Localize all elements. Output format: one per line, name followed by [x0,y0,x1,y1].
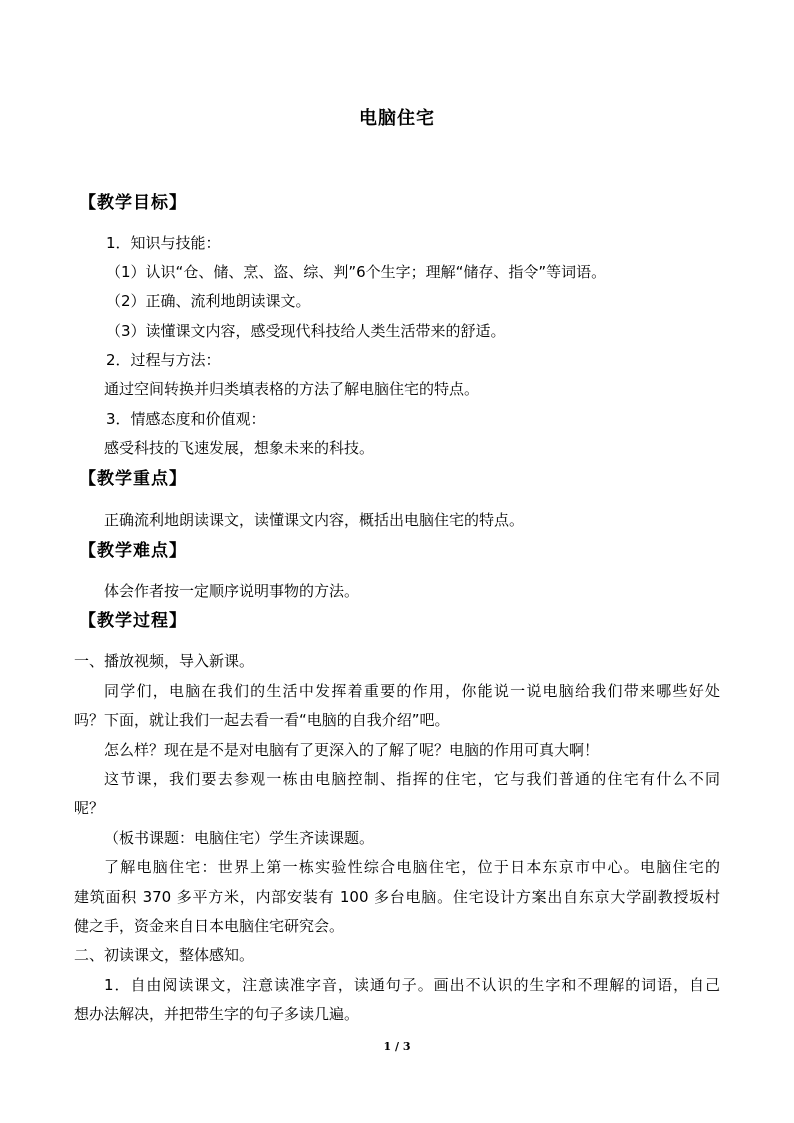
difficulties-line: 体会作者按一定顺序说明事物的方法。 [104,582,360,600]
objectives-line: 3．情感态度和价值观： [106,410,266,428]
heading-difficulties: 【教学难点】 [79,541,187,561]
objectives-line: （3）读懂课文内容，感受现代科技给人类生活带来的舒适。 [106,322,506,340]
process-line: 想办法解决，并把带生字的句子多读几遍。 [74,1005,360,1023]
objectives-line: 感受科技的飞速发展，想象未来的科技。 [104,439,375,457]
process-line: 呢？ [74,799,105,817]
process-line: 吗？下面，就让我们一起去看一看“电脑的自我介绍”吧。 [74,711,450,729]
objectives-line: 通过空间转换并归类填表格的方法了解电脑住宅的特点。 [104,380,480,398]
process-line: 一、播放视频，导入新课。 [74,652,255,670]
heading-objectives: 【教学目标】 [79,193,187,213]
document-title: 电脑住宅 [359,108,435,129]
process-line: 1．自由阅读课文，注意读准字音，读通句子。画出不认识的生字和不理解的词语，自己 [104,976,720,994]
process-line: 同学们，电脑在我们的生活中发挥着重要的作用，你能说一说电脑给我们带来哪些好处 [104,682,720,700]
process-line: 怎么样？现在是不是对电脑有了更深入的了解了呢？电脑的作用可真大啊！ [104,741,600,759]
objectives-line: 1．知识与技能： [106,234,221,252]
process-line: 健之手，资金来自日本电脑住宅研究会。 [74,917,345,935]
objectives-line: （1）认识“仓、储、烹、盗、综、判”6个生字；理解“储存、指令”等词语。 [106,263,607,281]
objectives-line: 2．过程与方法： [106,351,221,369]
process-line: 这节课，我们要去参观一栋由电脑控制、指挥的住宅，它与我们普通的住宅有什么不同 [104,770,720,788]
objectives-line: （2）正确、流利地朗读课文。 [106,292,311,310]
page-number: 1 / 3 [383,1040,411,1053]
key-points-line: 正确流利地朗读课文，读懂课文内容，概括出电脑住宅的特点。 [104,511,525,529]
process-line: 了解电脑住宅：世界上第一栋实验性综合电脑住宅，位于日本东京市中心。电脑住宅的 [104,858,720,876]
process-line: 二、初读课文，整体感知。 [74,946,255,964]
process-line: 建筑面积 370 多平方米，内部安装有 100 多台电脑。住宅设计方案出自东京大学副教授坂村 [74,888,720,906]
heading-process: 【教学过程】 [79,611,187,631]
heading-key-points: 【教学重点】 [79,469,187,489]
process-line: （板书课题：电脑住宅）学生齐读课题。 [104,829,375,847]
